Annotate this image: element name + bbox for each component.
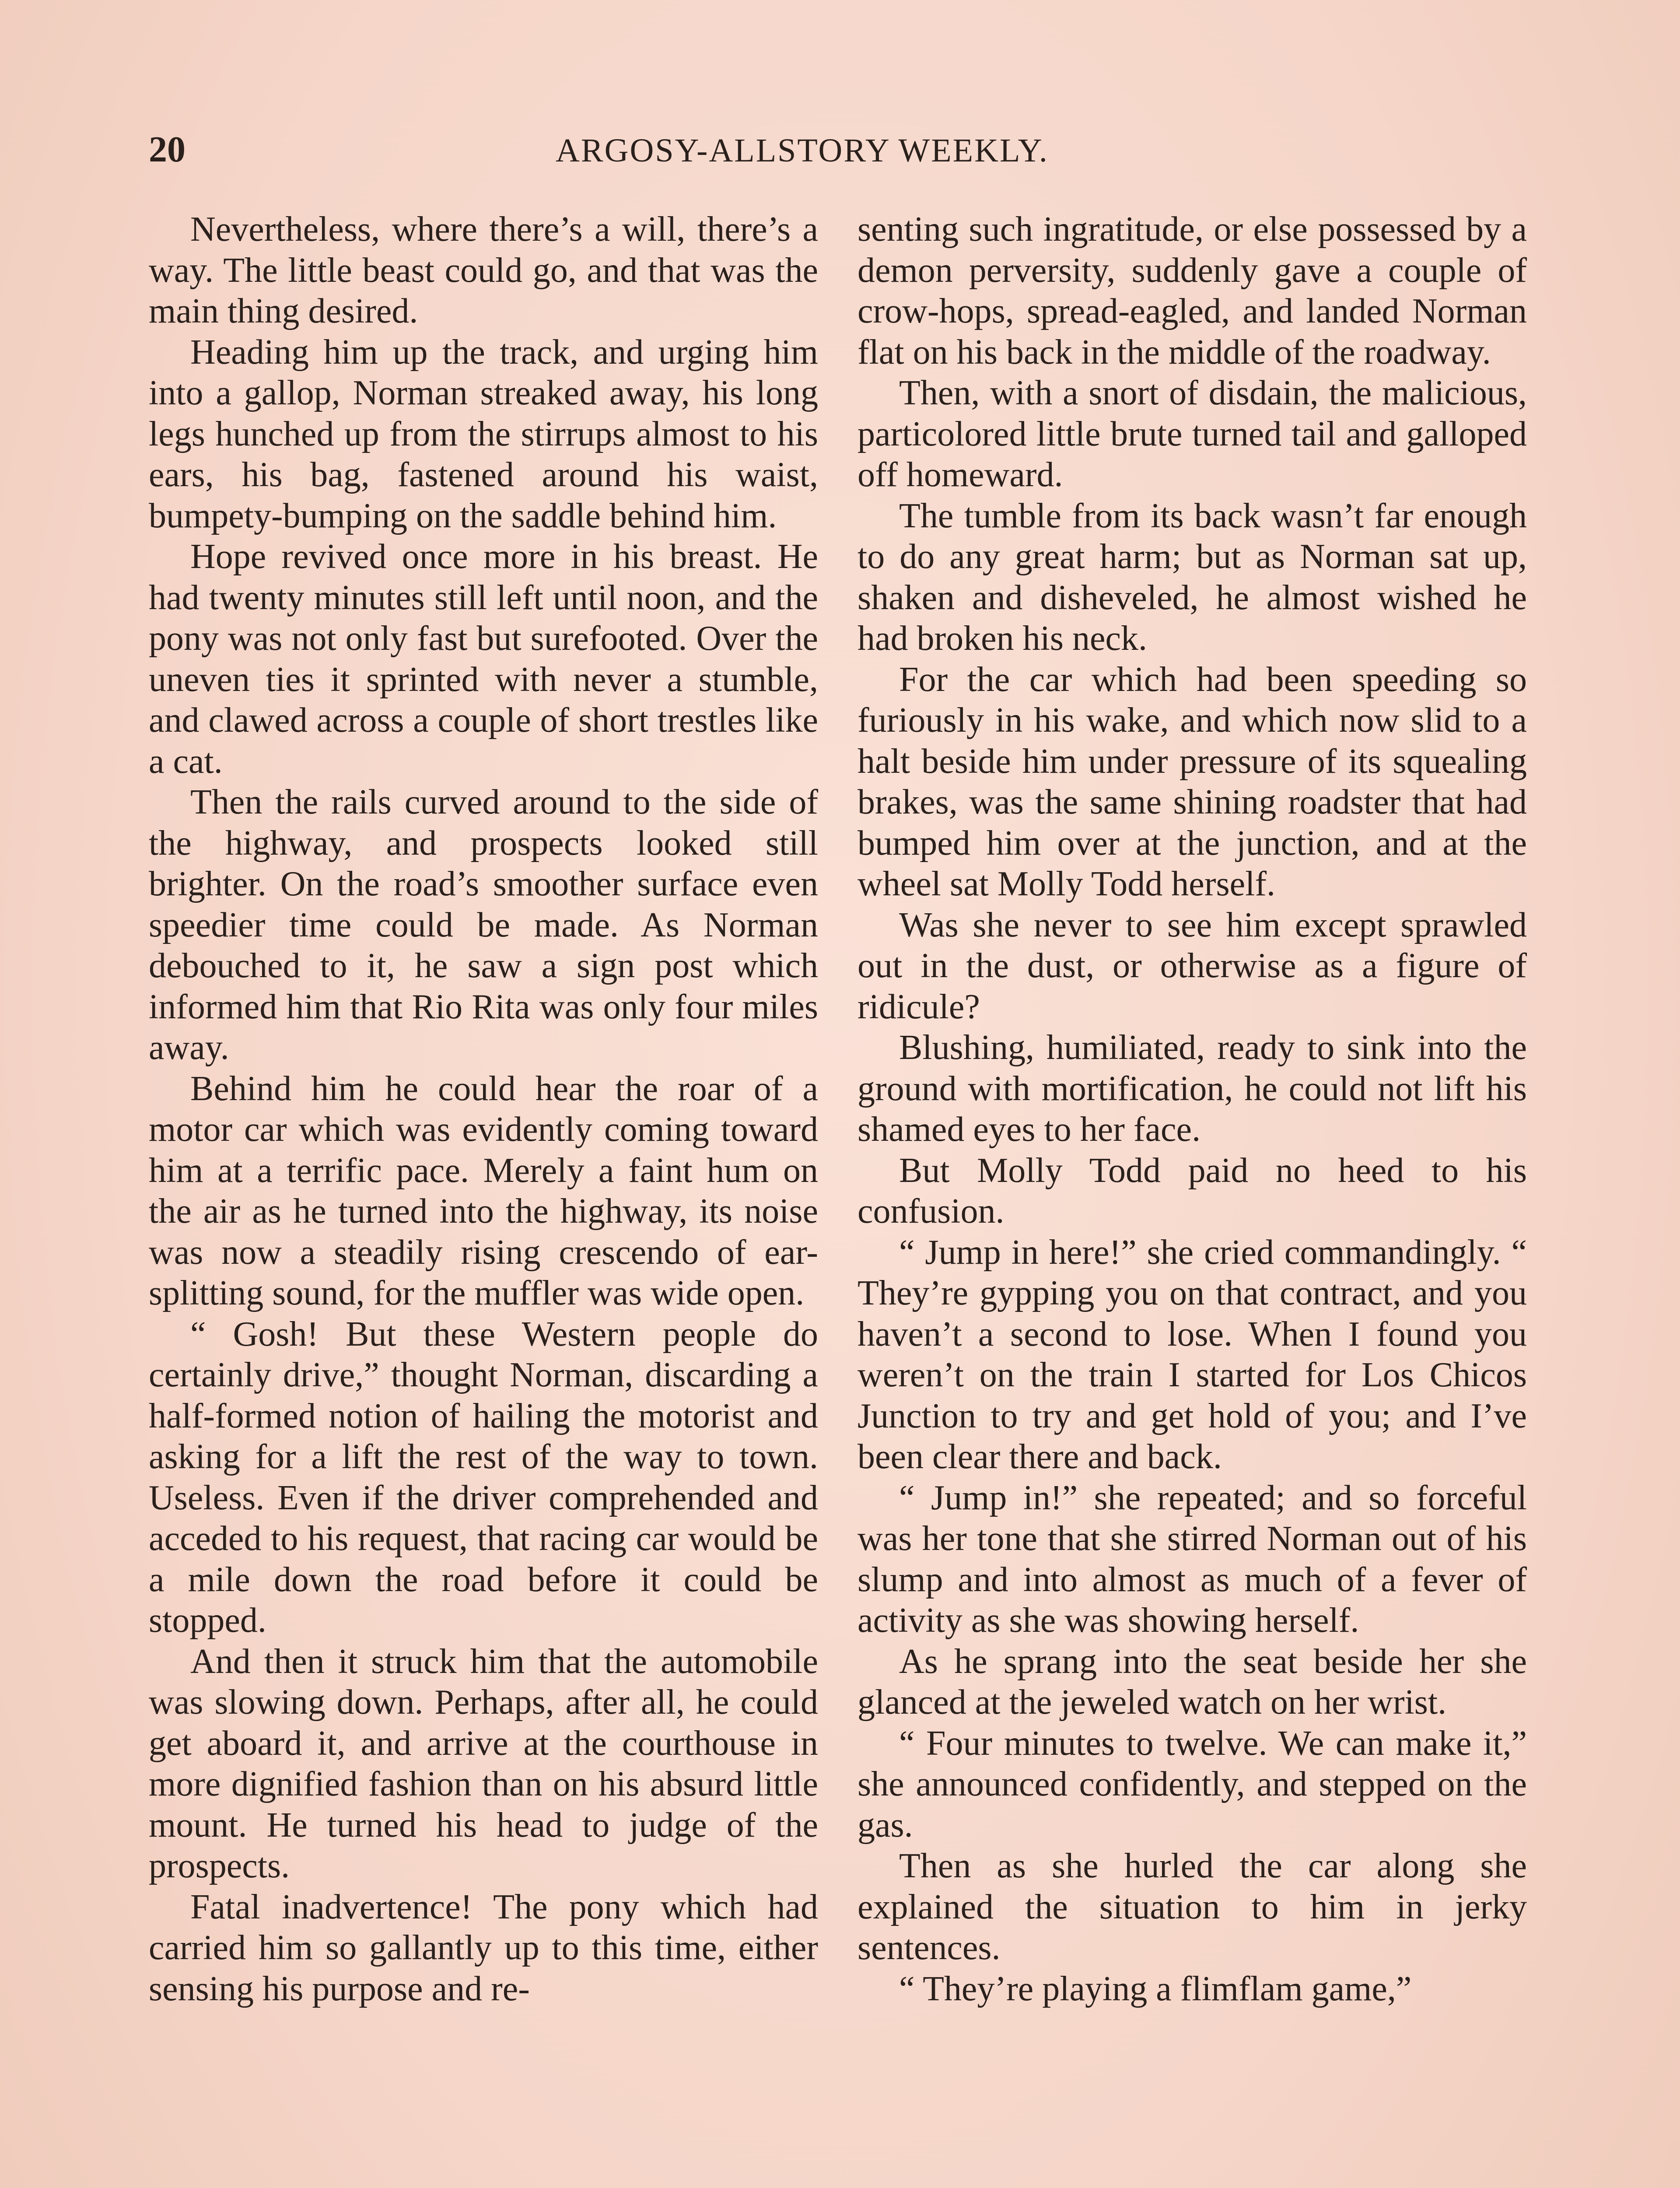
paragraph: The tumble from its back wasn’t far enough to do any great harm; but as Norman sat up, shaken and disheveled, he almost wished he had broken his neck.	[858, 496, 1527, 658]
left-column	[149, 209, 818, 2188]
paragraph: senting such ingratitude, or else possessed by a demon perversity, suddenly gave a couple of crow-hops, spread-eagled, and landed Norman flat on his back in the middle of the roadway.	[858, 210, 1527, 372]
paragraph: Hope revived once more in his breast. He had twenty minutes still left until noon, and the pony was not only fast but surefooted. Over the uneven ties it sprinted with never a stumble, and clawed across a couple of short trestles like a cat.	[149, 537, 818, 781]
paragraph: Nevertheless, where there’s a will, there’s a way. The little beast could go, and that was the main thing desired.	[149, 210, 818, 330]
paragraph: Then as she hurled the car along she explained the situation to him in jerky sentences.	[858, 1847, 1527, 1967]
paragraph: But Molly Todd paid no heed to his confusion.	[858, 1151, 1527, 1231]
paragraph: Then the rails curved around to the side of the highway, and prospects looked still brighter. On the road’s smoother surface even speedier time could be made. As Norman debouched to it, he saw a sign post which informed him that Rio Rita was only four miles away.	[149, 783, 818, 1067]
paragraph: For the car which had been speeding so furiously in his wake, and which now slid to a halt beside him under pressure of its squealing brakes, was the same shining roadster that had bumped him over at the junction, and at the wheel sat Molly Todd herself.	[858, 660, 1527, 903]
paragraph: As he sprang into the seat beside her she glanced at the jeweled watch on her wrist.	[858, 1642, 1527, 1722]
paragraph: Was she never to see him except sprawled out in the dust, or otherwise as a figure of ridicule?	[858, 905, 1527, 1026]
paragraph: And then it struck him that the automobile was slowing down. Perhaps, after all, he could get aboard it, and arrive at the courthouse in more dignified fashion than on his absurd little mount. He turned his head to judge of the prospects.	[149, 1642, 818, 1885]
paragraph: Behind him he could hear the roar of a motor car which was evidently coming toward him at a terrific pace. Merely a faint hum on the air as he turned into the highway, its noise was now a steadily rising crescendo of ear-splitting sound, for the muffler was wide open.	[149, 1069, 818, 1312]
running-title: ARGOSY-ALLSTORY WEEKLY.	[556, 132, 1049, 169]
paragraph: “ Jump in here!” she cried commandingly. “ They’re gypping you on that contract, and you haven’t a second to lose. When I found you weren’t on the train I started for Los Chicos Junction to try and get hold of you; and I’ve been clear there and back.	[858, 1233, 1527, 1476]
paragraph: “ Four minutes to twelve. We can make it,” she announced confidently, and stepped on the gas.	[858, 1724, 1527, 1844]
paragraph: “ They’re playing a flimflam game,”	[899, 1969, 1412, 2008]
paragraph: Then, with a snort of disdain, the malicious, particolored little brute turned tail and galloped off homeward.	[858, 374, 1527, 494]
paragraph: Heading him up the track, and urging him into a gallop, Norman streaked away, his long legs hunched up from the stirrups almost to his ears, his bag, fastened around his waist, bumpety-bumping on the saddle behind him.	[149, 333, 818, 535]
paragraph: Fatal inadvertence! The pony which had carried him so gallantly up to this time, either sensing his purpose and re-	[149, 1887, 818, 2008]
paragraph: “ Jump in!” she repeated; and so forceful was her tone that she stirred Norman out of his slump and into almost as much of a fever of activity as she was showing herself.	[858, 1478, 1527, 1640]
right-column	[858, 209, 1527, 2188]
paragraph: Blushing, humiliated, ready to sink into the ground with mortification, he could not lift his shamed eyes to her face.	[858, 1028, 1527, 1149]
paragraph: “ Gosh! But these Western people do certainly drive,” thought Norman, discarding a half-formed notion of hailing the motorist and asking for a lift the rest of the way to town. Useless. Even if the driver comprehended and acceded to his request, that racing car would be a mile down the road before it could be stopped.	[149, 1315, 818, 1640]
page-number: 20	[149, 129, 186, 170]
